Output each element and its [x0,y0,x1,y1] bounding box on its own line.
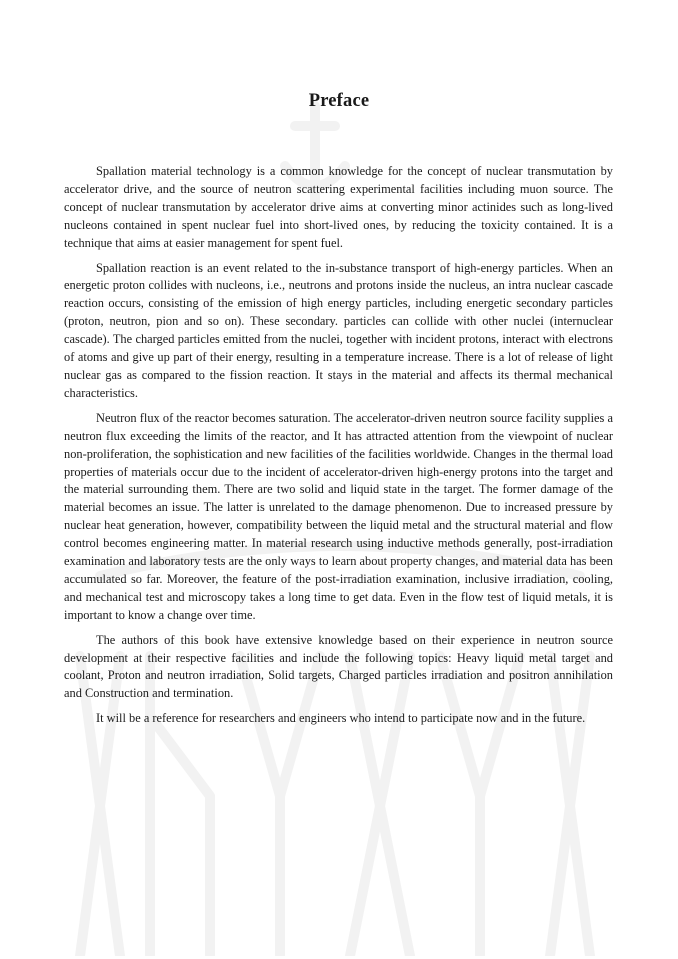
paragraph: Neutron flux of the reactor becomes saturation. The accelerator-driven neutron source facility supplies a neutron flux exceeding the limits of the reactor, and It has attracted attention from the viewpoint of nuclear non-proliferation, the sophistication and new facilities of the facilities worldwide. Changes in the thermal load properties of materials occur due to the incident of accelerator-driven high-energy protons into the target and the material surrounding them. There are two solid and liquid state in the target. The former damage of the material becomes an issue. The latter is unrelated to the damage phenomenon. Due to increased pressure by nuclear heat generation, however, compatibility between the liquid metal and the structural material and flow control becomes engineering matter. In material research using inductive methods generally, post-irradiation examination and laboratory tests are the only ways to learn about property changes, and material data has been accumulated so far. Moreover, the feature of the post-irradiation examination, inclusive irradiation, cooling, and mechanical test and microscopy takes a long time to get data. Even in the flow test of liquid metals, it is important to know a change over time. [64,410,613,622]
paragraph: It will be a reference for researchers and engineers who intend to participate now and in the future. [96,711,586,726]
page-title: Preface [308,91,370,111]
paragraph: Spallation reaction is an event related to the in-substance transport of high-energy particles. When an energetic proton collides with nucleons, i.e., neutrons and protons inside the nucleus, an intra nuclear cascade reaction occurs, consisting of the emission of high energy particles, including energetic secondary particles (proton, neutron, pion and so on). These secondary. particles can collide with other nuclei (internuclear cascade). The charged particles emitted from the nuclei, together with incident protons, interact with electrons of atoms and give up part of their energy, resulting in a temperature increase. There is a lot of release of light nuclear gas as compared to the fission reaction. It stays in the material and affects its thermal mechanical characteristics. [64,260,613,400]
paragraph: Spallation material technology is a common knowledge for the concept of nuclear transmutation by accelerator drive, and the source of neutron scattering experimental facilities including muon source. The concept of nuclear transmutation by accelerator drive aims at converting minor actinides such as long-lived nucleons contained in spent nuclear fuel into short-lived ones, by reducing the toxicity contained. It is a technique that aims at easier management for spent fuel. [64,164,613,250]
preface-body [64,163,613,735]
paragraph: The authors of this book have extensive knowledge based on their experience in neutron source development at their respective facilities and include the following topics: Heavy liquid metal target and coolant, Proton and neutron irradiation, Solid targets, Charged particles irradiation and positron annihilation and Construction and termination. [64,632,613,701]
